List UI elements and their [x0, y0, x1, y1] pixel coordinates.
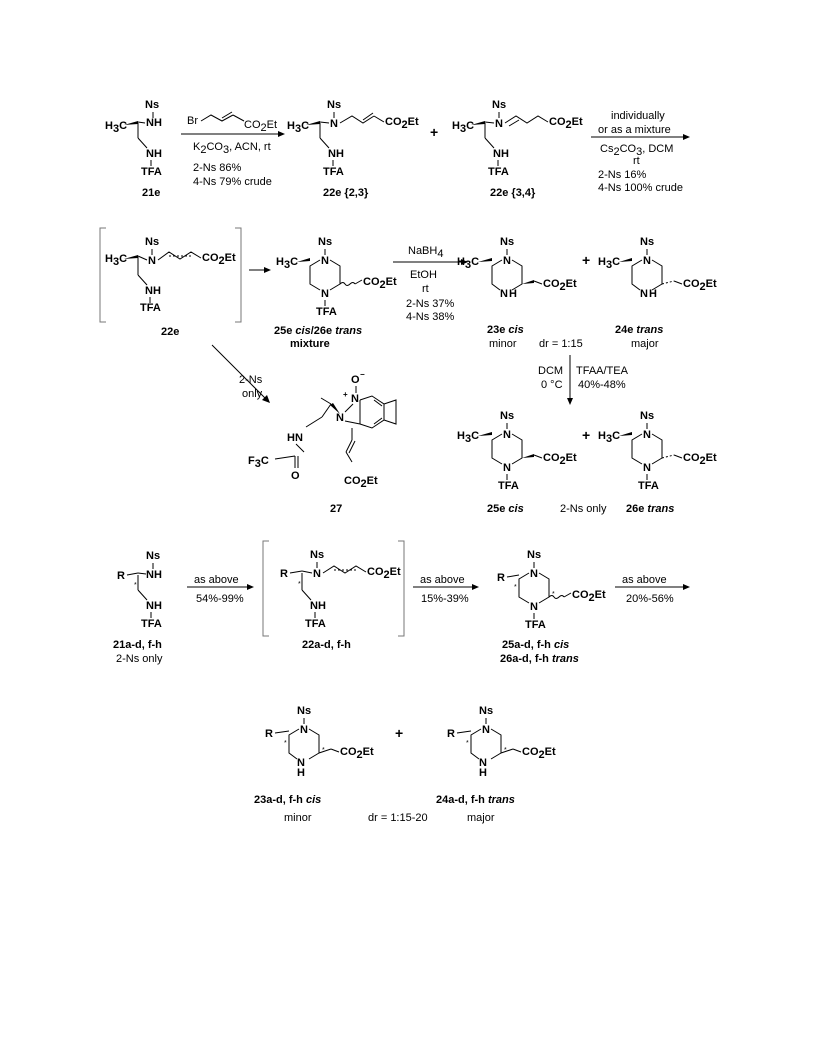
- arrowhead: [278, 131, 285, 137]
- stereo-star: *: [504, 747, 507, 754]
- right-bracket: [235, 228, 241, 322]
- compound-24a-h: [436, 705, 556, 824]
- ring-bond: [310, 260, 320, 290]
- atom-tfa: TFA: [323, 166, 344, 178]
- step6-arrow-group: [413, 574, 479, 605]
- stereo-star: *: [134, 582, 137, 589]
- conditions-step1: K2CO3, ACN, rt: [193, 141, 271, 156]
- bond: [138, 256, 147, 260]
- compound-label-25e: 25e cis: [487, 503, 524, 515]
- condition-line: 2-Ns 37%: [406, 298, 455, 310]
- bracket-22e: [100, 228, 241, 322]
- atom-ns: Ns: [527, 549, 542, 561]
- atom-co2et: CO2Et: [572, 589, 606, 604]
- bond: [127, 573, 138, 575]
- atom-nh: NH: [146, 148, 162, 160]
- stereo-star: *: [514, 584, 517, 591]
- atom-r: R: [447, 728, 455, 740]
- atom-tfa: TFA: [638, 480, 659, 492]
- compound-26e: [598, 410, 717, 515]
- major-label: major: [467, 812, 495, 824]
- atom-co2et: CO2Et: [683, 278, 717, 293]
- bond: [322, 404, 331, 417]
- bond: [320, 138, 329, 148]
- bond: [513, 749, 521, 752]
- yield-4ns: 4-Ns 79% crude: [193, 176, 272, 188]
- charge-minus: −: [360, 370, 365, 379]
- atom-n: N: [479, 757, 487, 769]
- arrow-bottom-label: 15%-39%: [421, 593, 469, 605]
- arrow-bottom-label: 54%-99%: [196, 593, 244, 605]
- atom-hn: HN: [287, 432, 303, 444]
- wavy-bond: [340, 283, 355, 286]
- atom-ns: Ns: [492, 99, 507, 111]
- atom-nh: NH: [145, 285, 161, 297]
- arrowhead: [567, 398, 573, 405]
- left-bracket: [263, 541, 269, 636]
- plus-sign: +: [582, 427, 591, 443]
- atom-h3c: H3C: [598, 430, 621, 445]
- atom-ns: Ns: [327, 99, 342, 111]
- atom-n: N: [640, 288, 648, 300]
- bond: [321, 398, 331, 404]
- stereo-star: *: [284, 740, 287, 747]
- atom-h3c: H3C: [287, 120, 310, 135]
- atom-co2et: CO2Et: [522, 746, 556, 761]
- atom-tfa: TFA: [141, 166, 162, 178]
- atom-co2et: CO2Et: [367, 566, 401, 581]
- bond: [138, 138, 147, 148]
- hash-bond: [662, 281, 674, 284]
- ring-bond: [309, 729, 319, 759]
- bond: [306, 417, 322, 427]
- condition-line: 40%-48%: [578, 379, 626, 391]
- ring-bond: [471, 729, 481, 759]
- atom-n: N: [336, 412, 344, 424]
- bond: [349, 441, 355, 453]
- atom-co2et: CO2Et: [344, 475, 378, 490]
- atom-co2et: CO2Et: [363, 276, 397, 291]
- atom-n: N: [643, 255, 651, 267]
- bond: [323, 566, 366, 573]
- bond: [275, 731, 289, 733]
- atom-n: N: [321, 288, 329, 300]
- atom-h: H: [649, 288, 657, 300]
- atom-r: R: [280, 568, 288, 580]
- compound-22e: [105, 236, 236, 338]
- bond: [363, 113, 373, 120]
- condition-line: EtOH: [410, 269, 437, 281]
- atom-tfa: TFA: [316, 306, 337, 318]
- atom-co2et: CO2Et: [543, 452, 577, 467]
- ring-bond: [652, 434, 662, 464]
- atom-co2et: CO2Et: [385, 116, 419, 131]
- ring-bond: [652, 260, 662, 290]
- condition-line: rt: [422, 283, 429, 295]
- yield-2ns: 2-Ns 86%: [193, 162, 242, 174]
- left-bracket: [100, 228, 106, 322]
- atom-ns: Ns: [479, 705, 494, 717]
- atom-o: O: [291, 470, 300, 482]
- atom-ns: Ns: [145, 236, 160, 248]
- bond: [505, 116, 548, 123]
- plus-sign: +: [582, 252, 591, 268]
- wedge-bond: [478, 258, 492, 262]
- compound-label-22: 22a-d, f-h: [302, 639, 351, 651]
- atom-ns: Ns: [297, 705, 312, 717]
- atom-ns: Ns: [310, 549, 325, 561]
- atom-ns: Ns: [500, 236, 515, 248]
- ring-bond: [519, 573, 529, 603]
- atom-h3c: H3C: [105, 120, 128, 135]
- bond: [138, 275, 147, 285]
- stereo-star: *: [322, 747, 325, 754]
- bond: [320, 122, 329, 123]
- atom-tfa: TFA: [305, 618, 326, 630]
- arrowhead: [264, 267, 271, 273]
- ring-bond: [632, 434, 642, 464]
- bond: [138, 573, 146, 574]
- atom-h: H: [297, 767, 305, 779]
- ring-bond: [492, 260, 502, 290]
- atom-co2et: CO2Et: [202, 252, 236, 267]
- wedge-bond: [297, 258, 310, 262]
- atom-h3c: H3C: [457, 256, 480, 271]
- note-2ns-only: 2-Ns only: [116, 653, 163, 665]
- minor-label: minor: [284, 812, 312, 824]
- atom-co2et: CO2Et: [543, 278, 577, 293]
- condition-line: Cs2CO3, DCM: [600, 143, 674, 158]
- atom-nh: NH: [146, 569, 162, 581]
- reagent-nabh4: NaBH4: [408, 245, 444, 260]
- side-label: 2-Ns: [239, 374, 263, 386]
- compound-22a-h: [280, 549, 401, 651]
- atom-co2et: CO2Et: [340, 746, 374, 761]
- compound-25-26: [497, 549, 606, 665]
- condition-line: 2-Ns 16%: [598, 169, 647, 181]
- atom-nh: NH: [146, 600, 162, 612]
- side-label: only: [242, 388, 263, 400]
- major-label: major: [631, 338, 659, 350]
- arrow-bottom-label: 20%-56%: [626, 593, 674, 605]
- ring-bond: [632, 260, 642, 290]
- atom-f3c: F3C: [248, 455, 269, 470]
- compound-label-25: 25a-d, f-h cis: [502, 639, 570, 651]
- condition-line: or as a mixture: [598, 124, 671, 136]
- ring-bond: [492, 434, 502, 464]
- atom-h3c: H3C: [276, 256, 299, 271]
- condition-line: individually: [611, 110, 665, 122]
- wedge-bond: [522, 280, 534, 284]
- condition-line: DCM: [538, 365, 564, 377]
- atom-co2et: CO2Et: [683, 452, 717, 467]
- compound-25e-26e: [274, 236, 397, 350]
- atom-r: R: [497, 572, 505, 584]
- wedge-bond: [330, 403, 340, 414]
- atom-r: R: [265, 728, 273, 740]
- arrowhead: [247, 584, 254, 590]
- ring-bond: [330, 260, 340, 290]
- bond: [222, 112, 232, 118]
- mixture-label: mixture: [290, 338, 330, 350]
- bond: [509, 120, 519, 126]
- hash-bond: [662, 455, 674, 458]
- bond: [233, 115, 244, 121]
- atom-n: N: [503, 462, 511, 474]
- atom-tfa: TFA: [498, 480, 519, 492]
- compound-21a-h: [113, 550, 163, 665]
- atom-n: N: [530, 568, 538, 580]
- charge-plus: +: [343, 390, 348, 399]
- condition-line: TFAA/TEA: [576, 365, 628, 377]
- atom-h3c: H3C: [105, 253, 128, 268]
- bond: [302, 571, 312, 573]
- compound-label-22e-23: 22e {2,3}: [323, 187, 369, 199]
- arrow-top-label: as above: [420, 574, 465, 586]
- atom-h: H: [509, 288, 517, 300]
- atom-ns: Ns: [318, 236, 333, 248]
- condition-line: 0 °C: [541, 379, 563, 391]
- atom-nh: NH: [146, 117, 162, 129]
- bond: [138, 122, 145, 123]
- bond: [340, 116, 374, 123]
- step2-arrow-group: [591, 110, 690, 194]
- atom-h: H: [479, 767, 487, 779]
- bond: [346, 452, 352, 462]
- bond: [564, 593, 571, 597]
- arrow-top-label: as above: [622, 574, 667, 586]
- atom-n: N: [330, 118, 338, 130]
- bond: [457, 731, 471, 733]
- atom-n: N: [148, 255, 156, 267]
- atom-n: N: [643, 429, 651, 441]
- compound-label-26e: 26e trans: [626, 503, 675, 515]
- compound-label-26: 26a-d, f-h trans: [500, 653, 579, 665]
- wedge-bond: [522, 454, 534, 458]
- atom-n: N: [482, 724, 490, 736]
- bond: [296, 444, 304, 452]
- compound-label-23e: 23e cis: [487, 324, 524, 336]
- step7-arrow-group: [615, 574, 690, 605]
- bond: [275, 456, 295, 459]
- step1-arrow-group: [181, 112, 285, 188]
- bond: [345, 404, 353, 412]
- bond: [501, 749, 513, 753]
- bond: [534, 455, 542, 458]
- stereo-star: *: [466, 740, 469, 747]
- bond: [346, 440, 352, 452]
- plus-sign: +: [430, 124, 439, 140]
- reagent-ester: CO2Et: [244, 119, 278, 134]
- arrowhead: [683, 134, 690, 140]
- compound-22e-34: [452, 99, 583, 199]
- bond: [374, 418, 382, 424]
- compound-23a-h: [254, 705, 374, 824]
- atom-n: N: [503, 429, 511, 441]
- condition-line: 4-Ns 100% crude: [598, 182, 683, 194]
- bond: [674, 281, 682, 284]
- atom-ns: Ns: [500, 410, 515, 422]
- bond: [374, 400, 382, 406]
- ring-bond: [539, 573, 549, 603]
- bond: [374, 116, 384, 122]
- bond: [485, 138, 494, 148]
- atom-n: N: [530, 601, 538, 613]
- wedge-bond: [619, 258, 632, 262]
- atom-ns: Ns: [640, 410, 655, 422]
- compound-23e: [457, 236, 577, 350]
- plus-sign: +: [395, 725, 404, 741]
- ring-bond: [360, 396, 384, 428]
- atom-ns: Ns: [146, 550, 161, 562]
- condition-line: rt: [633, 155, 640, 167]
- arrowhead: [472, 584, 479, 590]
- compound-label-25e-26e: 25e cis/26e trans: [274, 325, 363, 337]
- atom-nh: NH: [328, 148, 344, 160]
- stereo-star: *: [298, 581, 301, 588]
- stereo-star: *: [552, 591, 555, 598]
- compound-label-27: 27: [330, 503, 343, 515]
- only-note: 2-Ns only: [560, 503, 607, 515]
- compound-21e: [105, 99, 162, 199]
- bond: [201, 115, 233, 121]
- atom-tfa: TFA: [488, 166, 509, 178]
- wedge-bond: [619, 432, 632, 436]
- bond: [674, 455, 682, 458]
- atom-n-plus: N: [351, 393, 359, 405]
- reagent-br: Br: [187, 115, 198, 127]
- right-bracket: [398, 541, 404, 636]
- compound-25e: [457, 410, 577, 515]
- atom-ns: Ns: [640, 236, 655, 248]
- wedge-bond: [478, 432, 492, 436]
- compound-label-24: 24a-d, f-h trans: [436, 794, 515, 806]
- bond: [302, 590, 311, 600]
- atom-o: O: [351, 374, 360, 386]
- bond: [319, 749, 331, 753]
- bond: [345, 421, 360, 424]
- atom-nh: NH: [493, 148, 509, 160]
- arrowhead: [683, 584, 690, 590]
- bond: [290, 571, 302, 573]
- atom-r: R: [117, 570, 125, 582]
- dr-label: dr = 1:15-20: [368, 812, 428, 824]
- atom-tfa: TFA: [525, 619, 546, 631]
- dr-label: dr = 1:15: [539, 338, 583, 350]
- compound-22e-23: [287, 99, 419, 199]
- condition-line: 4-Ns 38%: [406, 311, 455, 323]
- compound-24e: [598, 236, 717, 350]
- compound-label-23: 23a-d, f-h cis: [254, 794, 322, 806]
- atom-tfa: TFA: [141, 618, 162, 630]
- compound-27: [248, 370, 396, 515]
- atom-n: N: [495, 118, 503, 130]
- compound-label-22e: 22e: [161, 326, 180, 338]
- atom-n: N: [503, 255, 511, 267]
- atom-n: N: [643, 462, 651, 474]
- compound-label-21e: 21e: [142, 187, 161, 199]
- bond: [158, 252, 201, 260]
- compound-label-21: 21a-d, f-h: [113, 639, 162, 651]
- atom-n: N: [500, 288, 508, 300]
- bond: [331, 749, 339, 752]
- atom-h3c: H3C: [457, 430, 480, 445]
- compound-label-22e-34: 22e {3,4}: [490, 187, 536, 199]
- minor-label: minor: [489, 338, 517, 350]
- bond: [138, 590, 147, 600]
- ring-bond: [384, 400, 396, 424]
- atom-n: N: [321, 255, 329, 267]
- atom-n: N: [300, 724, 308, 736]
- arrow-top-label: as above: [194, 574, 239, 586]
- ring-bond: [512, 260, 522, 290]
- atom-n: N: [297, 757, 305, 769]
- bond: [355, 280, 362, 284]
- bond: [507, 575, 519, 577]
- ring-bond: [512, 434, 522, 464]
- atom-h3c: H3C: [452, 120, 475, 135]
- atom-ns: Ns: [145, 99, 160, 111]
- atom-nh: NH: [310, 600, 326, 612]
- bond: [534, 281, 542, 284]
- atom-n: N: [313, 568, 321, 580]
- step4-arrow-group: [538, 355, 629, 405]
- bracket-22a-h: [263, 541, 404, 636]
- atom-tfa: TFA: [140, 302, 161, 314]
- atom-h3c: H3C: [598, 256, 621, 271]
- step5-arrow-group: [187, 574, 254, 605]
- ring-bond: [289, 729, 299, 759]
- compound-label-24e: 24e trans: [615, 324, 664, 336]
- bond: [485, 122, 494, 123]
- atom-co2et: CO2Et: [549, 116, 583, 131]
- ring-bond: [491, 729, 501, 759]
